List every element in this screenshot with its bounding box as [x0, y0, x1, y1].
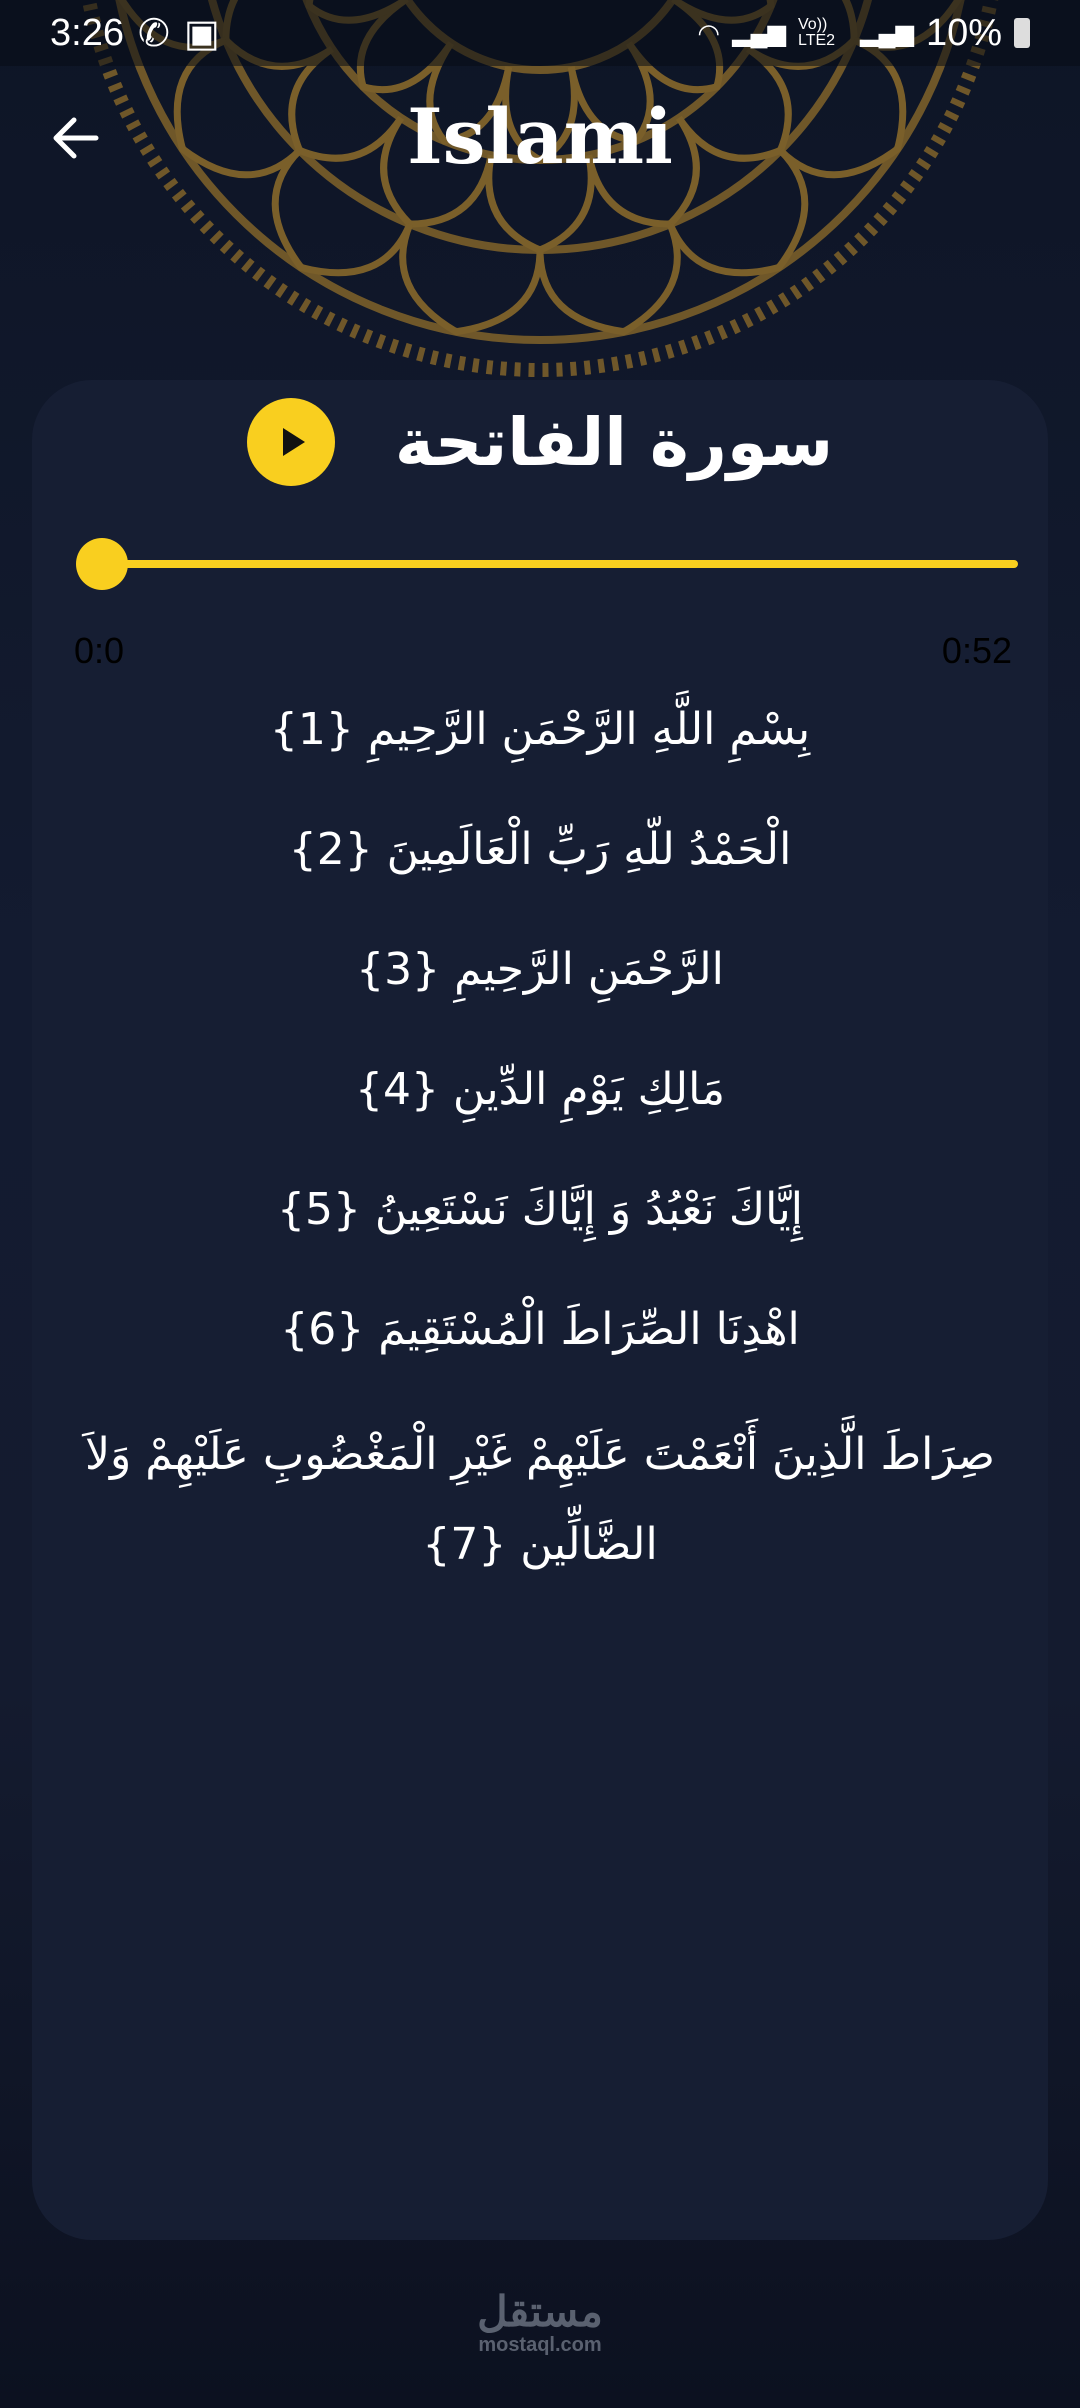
verse: بِسْمِ اللَّهِ الرَّحْمَنِ الرَّحِيمِ {1} — [269, 704, 811, 755]
clock: 3:26 — [50, 11, 124, 54]
app-bar — [0, 88, 1080, 188]
play-icon — [271, 422, 311, 462]
sura-card — [32, 380, 1048, 2240]
play-button[interactable] — [247, 398, 335, 486]
verse: اهْدِنَا الصِّرَاطَ الْمُسْتَقِيمَ {6} — [280, 1304, 800, 1355]
status-bar — [0, 0, 1080, 66]
battery-percent: 10% — [925, 11, 1002, 54]
total-time: 0:52 — [941, 630, 1012, 671]
watermark-arabic: مستقل — [477, 2288, 603, 2335]
sura-title: سورة الفاتحة — [394, 403, 834, 481]
slider-thumb[interactable] — [76, 538, 128, 590]
battery-charging-icon — [1014, 18, 1030, 48]
wifi-icon: ◠ — [697, 17, 721, 48]
verse: صِرَاطَ الَّذِينَ أَنْعَمْتَ عَلَيْهِمْ غَيْرِ الْمَغْضُوبِ عَلَيْهِمْ وَلاَ الضَّالِّين {7} — [84, 1429, 996, 1570]
signal-icon: ▂▄▆ — [732, 19, 787, 47]
watermark-latin: mostaql.com — [478, 2334, 602, 2356]
verse: مَالِكِ يَوْمِ الدِّينِ {4} — [354, 1064, 726, 1115]
verse: الرَّحْمَنِ الرَّحِيمِ {3} — [356, 944, 724, 995]
verses-list — [72, 690, 1008, 1630]
gallery-icon: ▣ — [183, 12, 220, 55]
verse: إِيَّاكَ نَعْبُدُ وَ إِيَّاكَ نَسْتَعِينُ {5} — [276, 1184, 804, 1235]
network-label: Vo)) LTE2 — [798, 16, 836, 49]
current-time: 0:0 — [74, 630, 125, 671]
audio-seek-slider[interactable] — [94, 560, 1018, 568]
sura-header — [32, 398, 1048, 486]
verse: الْحَمْدُ للّهِ رَبِّ الْعَالَمِينَ {2} — [288, 824, 792, 875]
watermark — [0, 2290, 1080, 2357]
whatsapp-icon: ✆ — [137, 12, 170, 55]
signal-icon-2: ▂▄▆ — [860, 19, 914, 47]
app-title: Islami — [407, 92, 673, 181]
